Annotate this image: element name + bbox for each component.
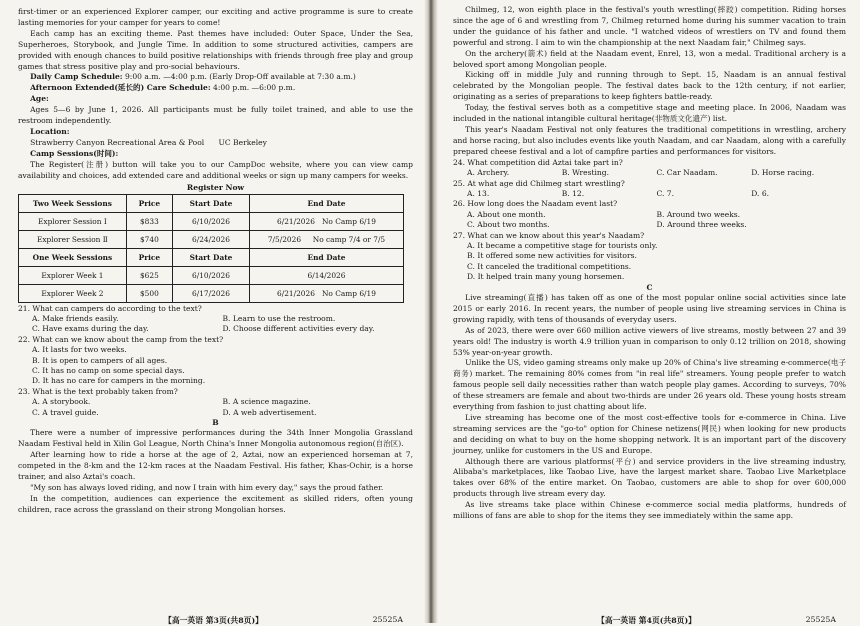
table-cell: 7/5/2026 No camp 7/4 or 7/5 [249, 230, 403, 248]
passage-b-paragraph: This year's Naadam Festival not only features the traditional competitions in wrestling, archery and horse racing, but also includes events like youth Naadam, and car Naadam, along with a carefully prepared cheese festival and a lot of campfire parties and performances for visitors. [453, 124, 846, 156]
table-header-cell: Price [126, 248, 172, 266]
question-21-options-row [18, 324, 413, 334]
option: D. It has no care for campers in the morning. [32, 376, 206, 386]
afternoon-schedule-label: Afternoon Extended(延长的) Care Schedule: [30, 83, 211, 93]
option: B. A science magazine. [222, 397, 311, 407]
table-cell: 6/10/2026 [172, 266, 249, 284]
table-header-cell: Start Date [172, 248, 249, 266]
option: A. It lasts for two weeks. [32, 345, 127, 355]
question-25: 25. At what age did Chilmeg start wrestling? [453, 178, 625, 188]
option: A. Archery. [467, 168, 510, 178]
option: B. It is open to campers of all ages. [32, 355, 168, 365]
option: A. About one month. [467, 209, 546, 219]
passage-b-paragraph: Kicking off in middle July and running through to Sept. 15, Naadam is an annual festival celebrated by the Mongolian people. The festival dates back to the 12th century, if not earlier, originating as a series of preparations to keep fighters battle-ready. [453, 70, 846, 102]
table-row [19, 266, 404, 284]
afternoon-schedule-text: 4:00 p.m. —6:00 p.m. [210, 83, 296, 93]
camp-sessions-label: Camp Sessions(时间): [30, 148, 119, 158]
table-cell: 6/14/2026 [249, 266, 403, 284]
question-25-options-row [453, 189, 846, 199]
one-week-header-row [19, 248, 404, 266]
table-caption: Register Now [186, 182, 245, 192]
table-cell: 6/10/2026 [172, 212, 249, 230]
passage-c-paragraph: Although there are various platforms(平台) and service providers in the live streaming industry, Alibaba's marketplaces, like Taobao Live, have the largest market share. Taobao Live Marketplace takes over 68% of the entire market. On Taobao, customers are able to shop for over 600,000 products through live stream every day. [453, 456, 846, 499]
question-21-options-row [18, 314, 413, 324]
table-cell: 6/21/2026 No Camp 6/19 [249, 284, 403, 302]
question-26-options-row [453, 210, 846, 220]
table-header-cell: Two Week Sessions [19, 194, 127, 212]
daily-schedule-line [18, 72, 413, 83]
passage-b-paragraph: After learning how to ride a horse at the age of 2, Aztai, now an experienced horseman at 7, competed in the 8-km and the 12-km races at the Naadam Festival. His father, Khas-Ochir, is a horse trainer, and also Aztai's coach. [18, 450, 413, 481]
intro-paragraph-2: Each camp has an exciting theme. Past themes have included: Outer Space, Under the Sea, Superheroes, Storybook, and Jungle Time. In addition to some structured activities, campers are provided with enough chances to build positive relationships with friends through free play and group games that stress positive play and pro-social behaviours. [18, 28, 413, 71]
option: D. It helped train many young horsemen. [467, 272, 625, 282]
option: C. Have exams during the day. [32, 324, 149, 334]
table-header-cell: End Date [249, 194, 403, 212]
section-b-heading: B [212, 417, 219, 427]
table-cell: Explorer Week 1 [19, 266, 127, 284]
camp-sessions-text: The Register(注册) button will take you to our CampDoc website, where you can view camp availability and choices, add extended care and additional weeks or sign up many campers for weeks. [18, 159, 413, 180]
location-label: Location: [30, 126, 70, 136]
question-23: 23. What is the text probably taken from? [18, 386, 178, 396]
table-cell: $500 [126, 284, 172, 302]
option: D. A web advertisement. [222, 407, 317, 417]
question-21: 21. What can campers do according to the text? [18, 303, 202, 313]
passage-c-paragraph: Live streaming(直播) has taken off as one of the most popular online social activities since late 2015 or early 2016. In recent years, the number of people using live streaming services in China is growing rapidly, with tens of thousands of everyday users. [453, 292, 846, 324]
table-header-cell: One Week Sessions [19, 248, 127, 266]
option: C. A travel guide. [32, 407, 99, 417]
passage-b-paragraph: "My son has always loved riding, and now I train with him every day," says the proud father. [30, 482, 384, 492]
page-number-label: 【高一英语 第4页(共8页)】 [597, 616, 696, 625]
option: B. Learn to use the restroom. [222, 313, 336, 323]
age-text: Ages 5—6 by June 1, 2026. All participants must be fully toilet trained, and able to use the restroom independently. [18, 105, 413, 126]
passage-b-paragraph: Today, the festival serves both as a competitive stage and meeting place. In 2006, Naadam was included in the national intangible cultural heritage(非物质文化遗产) list. [453, 103, 846, 124]
passage-b-paragraph: In the competition, audiences can experience the excitement as skilled riders, often young children, race across the grassland on their strong Mongolian horses. [18, 493, 413, 514]
question-24-options-row [453, 168, 846, 178]
age-label: Age: [30, 94, 49, 104]
option: A. It became a competitive stage for tourists only. [467, 240, 658, 250]
table-cell: $625 [126, 266, 172, 284]
question-26-options-row [453, 220, 846, 230]
register-table [18, 194, 404, 303]
passage-c-paragraph: As of 2023, there were over 660 million active viewers of live streams, mostly between 27 and 39 years old! The industry is worth 4.9 trillion yuan in comparison to only 0.12 trillion on 2018, showing 53% year-on-year growth. [453, 325, 846, 357]
passage-b-paragraph: On the archery(箭术) field at the Naadam event, Enrel, 13, won a medal. Traditional archery is a beloved sport among Mongolian people. [453, 48, 846, 69]
question-22: 22. What can we know about the camp from the text? [18, 334, 224, 344]
passage-c-paragraph: As live streams take place within Chinese e-commerce social media platforms, hundreds of millions of fans are able to shop for the items they see immediately within the same app. [453, 500, 846, 521]
table-cell: Explorer Session Ⅰ [19, 212, 127, 230]
question-27: 27. What can we know about this year's Naadam? [453, 230, 645, 240]
passage-b-paragraph: Chilmeg, 12, won eighth place in the festival's youth wrestling(摔跤) competition. Riding horses since the age of 6 and wrestling from 7, Chilmeg returned home during his summer vacation to train under the guidance of his father and uncle. "I watched videos of wrestlers on TV and found them powerful and strong. I aim to win the championship at the next Naadam fair," Chilmeg says. [453, 5, 846, 47]
two-week-header-row [19, 194, 404, 212]
option: B. 12. [561, 188, 585, 198]
option: C. Car Naadam. [656, 168, 718, 178]
table-row [19, 230, 404, 248]
option: D. 6. [751, 188, 770, 198]
table-row [19, 212, 404, 230]
intro-paragraph-1: first-timer or an experienced Explorer camper, our exciting and active programme is sure to create lasting memories for your camper for years to come! [18, 7, 413, 27]
question-23-options-row [18, 408, 413, 418]
option: C. It canceled the traditional competitions. [467, 261, 632, 271]
passage-b-paragraph: There were a number of impressive performances during the 34th Inner Mongolia Grassland Naadam Festival held in Xilin Gol League, North China's Inner Mongolia autonomous region(自治区). [18, 428, 413, 449]
table-header-cell: Price [126, 194, 172, 212]
option: A. Make friends easily. [32, 313, 119, 323]
table-cell: $740 [126, 230, 172, 248]
option: C. It has no camp on some special days. [32, 365, 185, 375]
table-cell: 6/17/2026 [172, 284, 249, 302]
table-row [19, 284, 404, 302]
exam-code: 25525A [372, 615, 403, 624]
option: B. It offered some new activities for visitors. [467, 251, 637, 261]
page-number-label: 【高一英语 第3页(共8页)】 [164, 616, 263, 625]
option: A. A storybook. [32, 397, 91, 407]
table-cell: Explorer Week 2 [19, 284, 127, 302]
option: D. Around three weeks. [656, 220, 747, 230]
option: D. Horse racing. [751, 168, 815, 178]
table-header-cell: End Date [249, 248, 403, 266]
table-header-cell: Start Date [172, 194, 249, 212]
afternoon-schedule-line [18, 83, 413, 94]
option: C. About two months. [467, 220, 550, 230]
option: B. Around two weeks. [656, 209, 741, 219]
table-cell: 6/24/2026 [172, 230, 249, 248]
location-text: Strawberry Canyon Recreational Area & Pool UC Berkeley [30, 137, 267, 147]
daily-schedule-label: Daily Camp Schedule: [30, 72, 123, 82]
section-c-heading: C [646, 282, 653, 292]
right-page [433, 0, 860, 623]
table-cell: Explorer Session Ⅱ [19, 230, 127, 248]
passage-c-paragraph: Live streaming has become one of the most cost-effective tools for e-commerce in China. Live streaming services are the "go-to" option for Chinese netizens(网民) when looking for new products and deciding on what to buy on the home shopping network. It is an important part of the discovery journey, unlike for customers in the US and Europe. [453, 412, 846, 455]
option: D. Choose different activities every day. [222, 324, 375, 334]
option: B. Wresting. [561, 168, 609, 178]
question-26: 26. How long does the Naadam event last? [453, 199, 618, 209]
exam-code: 25525A [805, 615, 836, 624]
question-24: 24. What competition did Aztai take part in? [453, 157, 623, 167]
passage-c-paragraph: Unlike the US, video gaming streams only make up 20% of China's live streaming e-commerce(电子商务) market. The remaining 80% comes from "in real life" streamers. Young people prefer to watch famous people sell daily necessities rather than watch people play games. According to surveys, 70% of these streamers are female and about two-thirds are under 26 years old. These young hosts stream everything from fashion to just chatting about life. [453, 358, 846, 412]
option: A. 13. [467, 188, 490, 198]
option: C. 7. [656, 188, 675, 198]
daily-schedule-text: 9:00 a.m. —4:00 p.m. (Early Drop-Off available at 7:30 a.m.) [122, 72, 356, 82]
table-cell: 6/21/2026 No Camp 6/19 [249, 212, 403, 230]
table-cell: $833 [126, 212, 172, 230]
left-page [0, 0, 427, 623]
question-23-options-row [18, 397, 413, 407]
